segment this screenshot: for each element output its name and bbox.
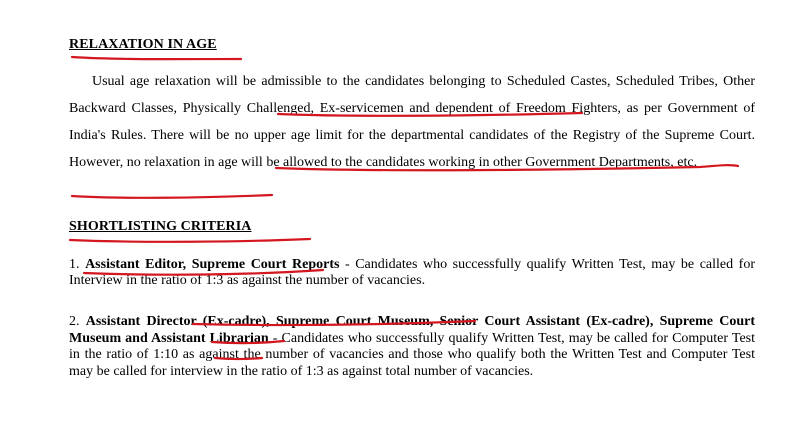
criteria-item-1-number: 1. xyxy=(69,257,80,272)
criteria-item-2-number: 2. xyxy=(69,314,80,329)
criteria-item-2 xyxy=(69,314,755,380)
shortlisting-heading: SHORTLISTING CRITERIA xyxy=(69,219,252,234)
criteria-item-2-title: Assistant Director (Ex-cadre), Supreme Court Museum, Senior Court Assistant (Ex-cadre), Supreme Court Museum and Assistant Librarian xyxy=(69,314,756,346)
criteria-item-1-title: Assistant Editor, Supreme Court Reports xyxy=(85,257,340,272)
ink-underline-other-govt-depts xyxy=(72,195,272,198)
criteria-item-1-text: - Candidates who successfully qualify Written Test, may be called for Interview in the ratio of 1:3 as against the number of vacancies. xyxy=(69,257,755,288)
relaxation-paragraph: Usual age relaxation will be admissible to the candidates belonging to Scheduled Castes, Scheduled Tribes, Other Backward Classes, Physically Challenged, Ex-servicemen and dependent of Freedom Fighters, as per Government of India's Rules. There will be no upper age limit for the departmental candidates of the Registry of the Supreme Court. However, no relaxation in age will be allowed to the candidates working in other Government Departments, etc. xyxy=(69,74,755,170)
relaxation-heading: RELAXATION IN AGE xyxy=(69,37,217,52)
ink-underline-relaxation-heading xyxy=(72,57,241,59)
criteria-item-1 xyxy=(69,257,755,289)
criteria-item-2-text: - Candidates who successfully qualify Written Test, may be called for Computer Test in the ratio of 1:10 as against the number of vacancies and those who qualify both the Written Test and Computer Test may be called for interview in the ratio of 1:3 as against total number of vacancies. xyxy=(69,330,756,379)
ink-underline-shortlisting-heading xyxy=(70,239,310,242)
